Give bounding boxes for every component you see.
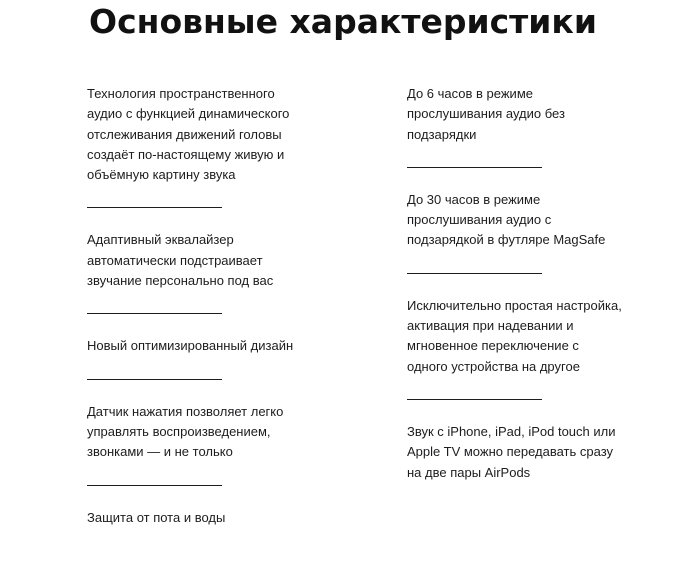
divider (87, 379, 222, 380)
page-title: Основные характеристики (89, 2, 597, 41)
feature-adaptive-eq: Адаптивный эквалайзер автоматически подстраивает звучание персонально под вас (87, 232, 274, 289)
divider (407, 167, 542, 168)
feature-battery-6h: До 6 часов в режиме прослушивания аудио без подзарядки (407, 86, 565, 142)
divider (407, 273, 542, 274)
features-left-column (87, 84, 302, 528)
divider (87, 313, 222, 314)
divider (87, 485, 222, 486)
feature-easy-setup: Исключительно простая настройка, активация при надевании и мгновенное переключение с одного устройства на другое (407, 297, 622, 374)
feature-force-sensor: Датчик нажатия позволяет легко управлять воспроизведением, звонками — и не только (87, 403, 284, 460)
feature-battery-30h: До 30 часов в режиме прослушивания аудио с подзарядкой в футляре MagSafe (407, 191, 606, 248)
features-right-column (407, 84, 622, 483)
feature-water-resistance: Защита от пота и воды (87, 509, 226, 525)
feature-audio-sharing: Звук с iPhone, iPad, iPod touch или Apple TV можно передавать сразу на две пары AirPods (407, 423, 616, 480)
divider (87, 207, 222, 208)
feature-new-design: Новый оптимизированный дизайн (87, 338, 294, 354)
feature-spatial-audio: Технология пространственного аудио с функцией динамического отслеживания движений головы создаёт по-настоящему живую и объёмную картину звука (87, 86, 290, 183)
divider (407, 399, 542, 400)
